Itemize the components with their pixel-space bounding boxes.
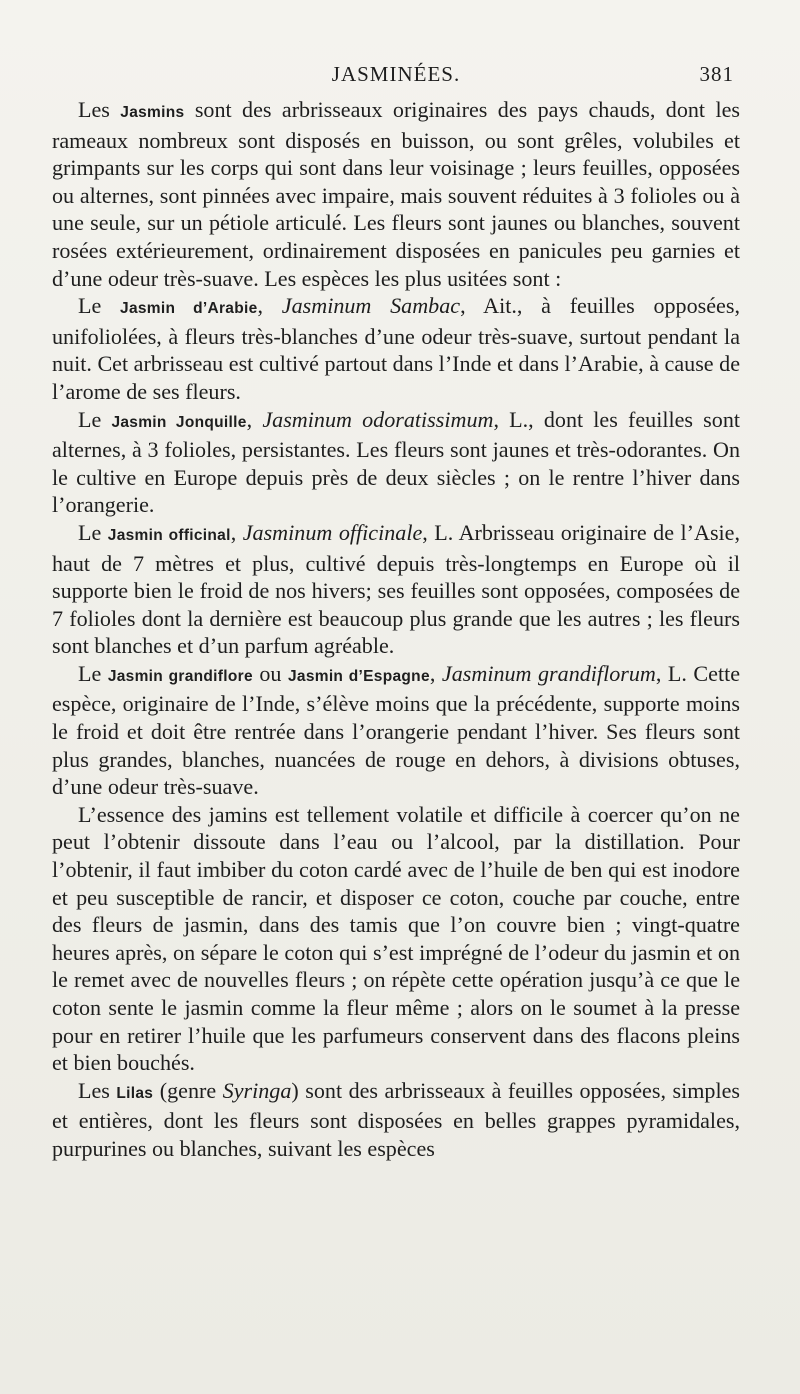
term-jasmin-officinal: Jasmin officinal bbox=[107, 526, 231, 544]
running-head bbox=[52, 62, 740, 90]
paragraph-jasmins-intro bbox=[52, 96, 740, 292]
term-jasmins: Jasmins bbox=[120, 104, 185, 121]
paragraph-jasmin-officinal bbox=[52, 519, 740, 660]
paragraph-jasmin-arabie bbox=[52, 292, 740, 405]
conjunction: ou bbox=[252, 660, 288, 686]
paragraph-text: , L. Arbrisseau originaire de l’Asie, haut de 7 mètres et plus, cultivé depuis très-longtemps en Europe où il supporte bien le froid de nos hivers; ses feuilles sont opposées, composées de 7 folioles dont la dernière est beaucoup plus grande que les autres ; les fleurs sont blanches et d’un parfum agréable. bbox=[52, 519, 741, 659]
body-text bbox=[52, 96, 740, 1163]
separator: , bbox=[429, 660, 442, 686]
latin-name: Jasminum odoratissimum bbox=[262, 406, 494, 432]
term-jasmin-jonquille: Jasmin Jonquille bbox=[111, 413, 247, 431]
paragraph-text: L’essence des jamins est tellement volatile et difficile à coercer qu’on ne peut l’obtenir dissoute dans l’eau ou l’alcool, par la distillation. Pour l’obtenir, il faut imbiber du coton cardé avec de l’huile de ben qui est inodore et peu susceptible de rancir, et disposer ce coton, couche par couche, entre des fleurs de jasmin, dans des tamis que l’on couvre bien ; vingt-quatre heures après, on sépare le coton qui s’est imprégné de l’odeur du jasmin et on le remet avec de nouvelles fleurs ; on répète cette opération jusqu’à ce que le coton sente le jasmin comme la fleur même ; alors on le soumet à la presse pour en retirer l’huile que les parfumeurs conservent dans des flacons pleins et bien bouchés. bbox=[52, 801, 740, 1076]
paragraph-text: ) sont des arbrisseaux à feuilles opposées, simples et entières, dont les fleurs sont disposées en belles grappes pyramidales, purpurines ou blanches, suivant les espèces bbox=[52, 1077, 740, 1161]
latin-name: Jasminum Sambac bbox=[281, 293, 461, 319]
page-number: 381 bbox=[699, 62, 734, 86]
separator: , bbox=[230, 519, 243, 545]
paragraph-lead: Le bbox=[78, 660, 108, 686]
separator: , bbox=[257, 293, 282, 319]
latin-name: Jasminum grandiflorum bbox=[441, 660, 656, 686]
separator: , bbox=[246, 406, 263, 432]
term-lilas: Lilas bbox=[116, 1084, 154, 1102]
paragraph-text: (genre bbox=[153, 1077, 223, 1103]
page-title: JASMINÉES. bbox=[331, 62, 461, 86]
latin-name: Jasminum officinale bbox=[242, 519, 423, 545]
paragraph-lead: Le bbox=[78, 406, 112, 432]
paragraph-lead: Le bbox=[78, 519, 108, 545]
paragraph-text: , Ait., à feuilles opposées, unifoliolées, à fleurs très-blanches d’une odeur très-suave, surtout pendant la nuit. Cet arbrisseau est cultivé partout dans l’Inde et dans l’Arabie, à cause de l’arome de ses fleurs. bbox=[52, 293, 740, 404]
term-jasmin-arabie: Jasmin d’Arabie bbox=[120, 300, 258, 318]
paragraph-lilas bbox=[52, 1077, 740, 1163]
paragraph-jasmin-jonquille bbox=[52, 406, 740, 519]
term-jasmin-espagne: Jasmin d’Espagne bbox=[287, 667, 430, 685]
paragraph-text: , L., dont les feuilles sont alternes, à 3 folioles, persistantes. Les fleurs sont jaunes et très-odorantes. On le cultive en Europe depuis près de deux siècles ; on le rentre l’hiver dans l’orangerie. bbox=[52, 406, 741, 518]
paragraph-jasmin-grandiflore bbox=[52, 660, 740, 801]
latin-name: Syringa bbox=[222, 1077, 292, 1103]
term-jasmin-grandiflore: Jasmin grandiflore bbox=[107, 667, 253, 685]
paragraph-lead: Les bbox=[78, 1077, 117, 1103]
paragraph-text: sont des arbrisseaux originaires des pays chauds, dont les rameaux nombreux sont disposés en buisson, ou sont grêles, volubiles et grimpants sur les corps qui sont dans leur voisinage ; leurs feuilles, opposées ou alternes, sont pinnées avec impaire, mais souvent réduites à 3 folioles ou à une seule, sur un pétiole articulé. Les fleurs sont jaunes ou blanches, souvent rosées extérieurement, ordinairement disposées en panicules peu garnies et d’une odeur très-suave. Les espèces les plus usitées sont : bbox=[52, 97, 740, 291]
paragraph-text: , L. Cette espèce, originaire de l’Inde, s’élève moins que la précédente, supporte moins le froid et doit être rentrée dans l’orangerie pendant l’hiver. Ses fleurs sont plus grandes, blanches, nuancées de rouge en dehors, à divisions obtuses, d’une odeur très-suave. bbox=[52, 660, 741, 800]
paragraph-lead: Le bbox=[78, 293, 121, 319]
paragraph-lead: Les bbox=[78, 97, 121, 122]
paragraph-essence bbox=[52, 801, 740, 1077]
